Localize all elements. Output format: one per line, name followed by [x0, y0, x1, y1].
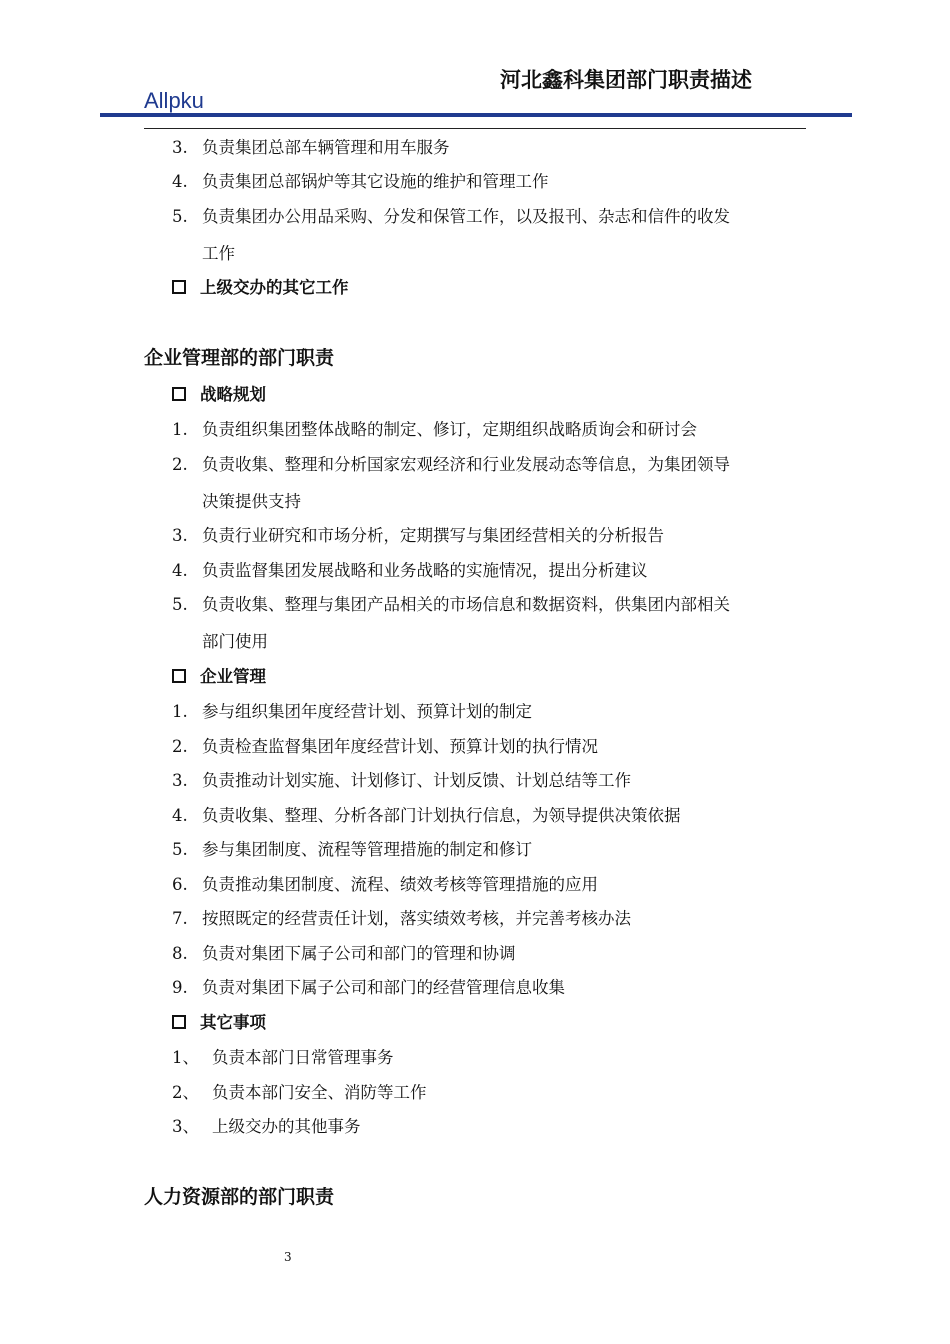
list-item: 6. 负责推动集团制度、流程、绩效考核等管理措施的应用	[172, 875, 598, 894]
list-item: 3、 上级交办的其他事务	[172, 1117, 361, 1136]
subsection-enterprise-management: 企业管理	[172, 663, 266, 687]
bullet-item-other-work: 上级交办的其它工作	[172, 274, 349, 298]
list-item-continuation: 部门使用	[202, 632, 268, 651]
company-logo	[144, 86, 216, 116]
checkbox-square-icon	[172, 1015, 186, 1029]
list-item: 8. 负责对集团下属子公司和部门的管理和协调	[172, 944, 516, 963]
section-title-enterprise-management: 企业管理部的部门职责	[144, 347, 335, 369]
page-number: 3	[284, 1250, 292, 1264]
checkbox-square-icon	[172, 387, 186, 401]
header-blue-rule	[100, 113, 852, 117]
list-item: 2. 负责收集、整理和分析国家宏观经济和行业发展动态等信息，为集团领导	[172, 455, 730, 474]
list-item: 1. 参与组织集团年度经营计划、预算计划的制定	[172, 702, 532, 721]
list-item: 4. 负责收集、整理、分析各部门计划执行信息，为领导提供决策依据	[172, 806, 681, 825]
logo-text: Allpku	[144, 88, 204, 113]
list-item: 2、 负责本部门安全、消防等工作	[172, 1083, 427, 1102]
list-item-continuation: 决策提供支持	[202, 492, 301, 511]
list-item: 1. 负责组织集团整体战略的制定、修订，定期组织战略质询会和研讨会	[172, 420, 697, 439]
list-item: 9. 负责对集团下属子公司和部门的经营管理信息收集	[172, 978, 565, 997]
list-item: 7. 按照既定的经营责任计划，落实绩效考核，并完善考核办法	[172, 909, 631, 928]
section-title-human-resources: 人力资源部的部门职责	[144, 1186, 335, 1208]
list-item: 1、 负责本部门日常管理事务	[172, 1048, 394, 1067]
list-item-continuation: 工作	[202, 244, 235, 263]
checkbox-square-icon	[172, 280, 186, 294]
subsection-strategy: 战略规划	[172, 381, 266, 405]
list-item: 3. 负责集团总部车辆管理和用车服务	[172, 138, 450, 157]
list-item: 5. 参与集团制度、流程等管理措施的制定和修订	[172, 840, 532, 859]
document-header-title: 河北鑫科集团部门职责描述	[500, 68, 752, 92]
list-item: 3. 负责行业研究和市场分析，定期撰写与集团经营相关的分析报告	[172, 526, 664, 545]
list-item: 4. 负责监督集团发展战略和业务战略的实施情况，提出分析建议	[172, 561, 648, 580]
subsection-other-matters: 其它事项	[172, 1009, 266, 1033]
list-item: 5. 负责集团办公用品采购、分发和保管工作，以及报刊、杂志和信件的收发	[172, 207, 730, 226]
list-item: 3. 负责推动计划实施、计划修订、计划反馈、计划总结等工作	[172, 771, 631, 790]
list-item: 4. 负责集团总部锅炉等其它设施的维护和管理工作	[172, 172, 549, 191]
header-thin-rule	[144, 128, 806, 129]
checkbox-square-icon	[172, 669, 186, 683]
list-item: 5. 负责收集、整理与集团产品相关的市场信息和数据资料，供集团内部相关	[172, 595, 730, 614]
list-item: 2. 负责检查监督集团年度经营计划、预算计划的执行情况	[172, 737, 598, 756]
